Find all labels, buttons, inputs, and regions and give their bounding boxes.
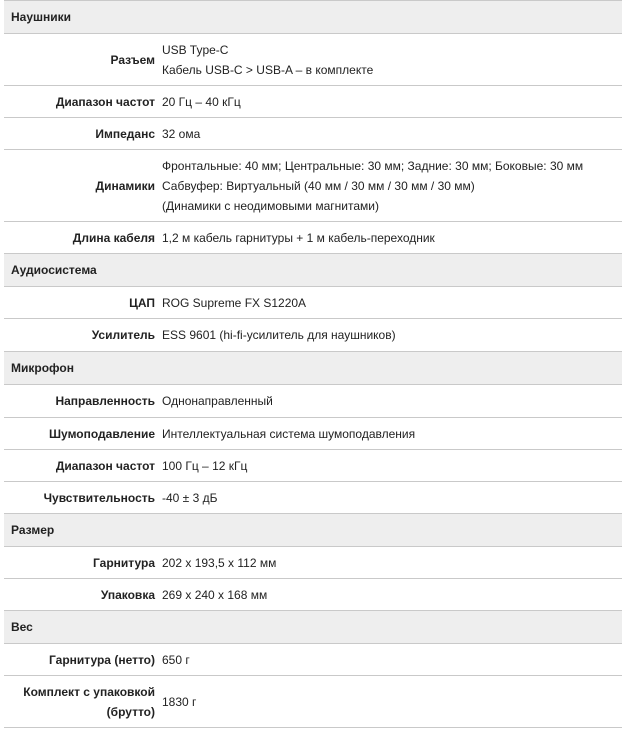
- spec-label: Разъем: [110, 52, 155, 67]
- spec-value-line: Фронтальные: 40 мм; Центральные: 30 мм; Задние: 30 мм; Боковые: 30 мм: [162, 158, 584, 173]
- spec-row: [4, 33, 622, 85]
- spec-value: [155, 118, 200, 149]
- spec-value-line: Интеллектуальная система шумоподавления: [162, 426, 416, 441]
- spec-row: [4, 546, 622, 578]
- spec-value-line: Сабвуфер: Виртуальный (40 мм / 30 мм / 30 мм / 30 мм): [162, 178, 475, 193]
- spec-value-line: 269 x 240 x 168 мм: [162, 587, 268, 602]
- spec-label: Гарнитура: [93, 555, 155, 570]
- spec-row: [4, 384, 622, 417]
- spec-value: [155, 287, 306, 318]
- spec-row: [4, 643, 622, 675]
- spec-row: [4, 149, 622, 221]
- spec-value-line: 32 ома: [162, 126, 201, 141]
- spec-value-line: -40 ± 3 дБ: [162, 490, 218, 505]
- spec-value-line: USB Type-C: [162, 42, 229, 57]
- spec-value-line: Кабель USB-C > USB-A – в комплекте: [162, 62, 374, 77]
- spec-value: [155, 482, 217, 513]
- spec-value-line: ROG Supreme FX S1220A: [162, 295, 307, 310]
- spec-value-line: (Динамики с неодимовыми магнитами): [162, 198, 379, 213]
- spec-value: [155, 319, 396, 351]
- spec-value-line: 1830 г: [162, 694, 197, 709]
- spec-value-line: 202 x 193,5 x 112 мм: [162, 555, 277, 570]
- spec-row: [4, 481, 622, 513]
- spec-value-line: 650 г: [162, 652, 190, 667]
- spec-label: Упаковка: [100, 587, 155, 602]
- spec-label: Чувствительность: [43, 490, 155, 505]
- spec-label: Усилитель: [91, 328, 155, 342]
- spec-value: [155, 86, 241, 117]
- spec-row: [4, 318, 622, 351]
- spec-label: Импеданс: [95, 126, 155, 141]
- spec-value: [155, 385, 273, 417]
- section-header: Наушники: [4, 0, 622, 33]
- spec-label: ЦАП: [129, 295, 155, 310]
- spec-value: [155, 450, 247, 481]
- spec-value: [155, 34, 373, 85]
- spec-row: [4, 449, 622, 481]
- spec-value-line: Однонаправленный: [162, 394, 273, 408]
- section-header: Аудиосистема: [4, 253, 622, 286]
- section-header: Размер: [4, 513, 622, 546]
- spec-value-line: ESS 9601 (hi-fi-усилитель для наушников): [162, 328, 396, 342]
- spec-value: [155, 579, 267, 610]
- spec-label: Динамики: [95, 178, 155, 193]
- spec-row: [4, 85, 622, 117]
- spec-value: [155, 418, 415, 449]
- spec-label: Длина кабеля: [72, 230, 155, 245]
- spec-value-line: 1,2 м кабель гарнитуры + 1 м кабель-переходник: [162, 230, 435, 245]
- spec-table: [4, 0, 622, 728]
- spec-row: [4, 417, 622, 449]
- spec-label: Комплект с упаковкой (брутто): [23, 684, 155, 719]
- spec-value-line: 100 Гц – 12 кГц: [162, 458, 248, 473]
- spec-row: [4, 286, 622, 318]
- spec-row: [4, 675, 622, 728]
- spec-label: Диапазон частот: [55, 94, 155, 109]
- spec-value: [155, 547, 276, 578]
- spec-label: Диапазон частот: [55, 458, 155, 473]
- spec-row: [4, 578, 622, 610]
- spec-value: [155, 644, 190, 675]
- spec-value: [155, 222, 435, 253]
- spec-value: [155, 150, 583, 221]
- spec-label: Направленность: [55, 394, 155, 408]
- section-header: Микрофон: [4, 351, 622, 384]
- spec-value-line: 20 Гц – 40 кГц: [162, 94, 241, 109]
- spec-row: [4, 221, 622, 253]
- spec-value: [155, 676, 196, 727]
- spec-label: Гарнитура (нетто): [49, 652, 155, 667]
- section-header: Вес: [4, 610, 622, 643]
- spec-label: Шумоподавление: [49, 426, 155, 441]
- spec-row: [4, 117, 622, 149]
